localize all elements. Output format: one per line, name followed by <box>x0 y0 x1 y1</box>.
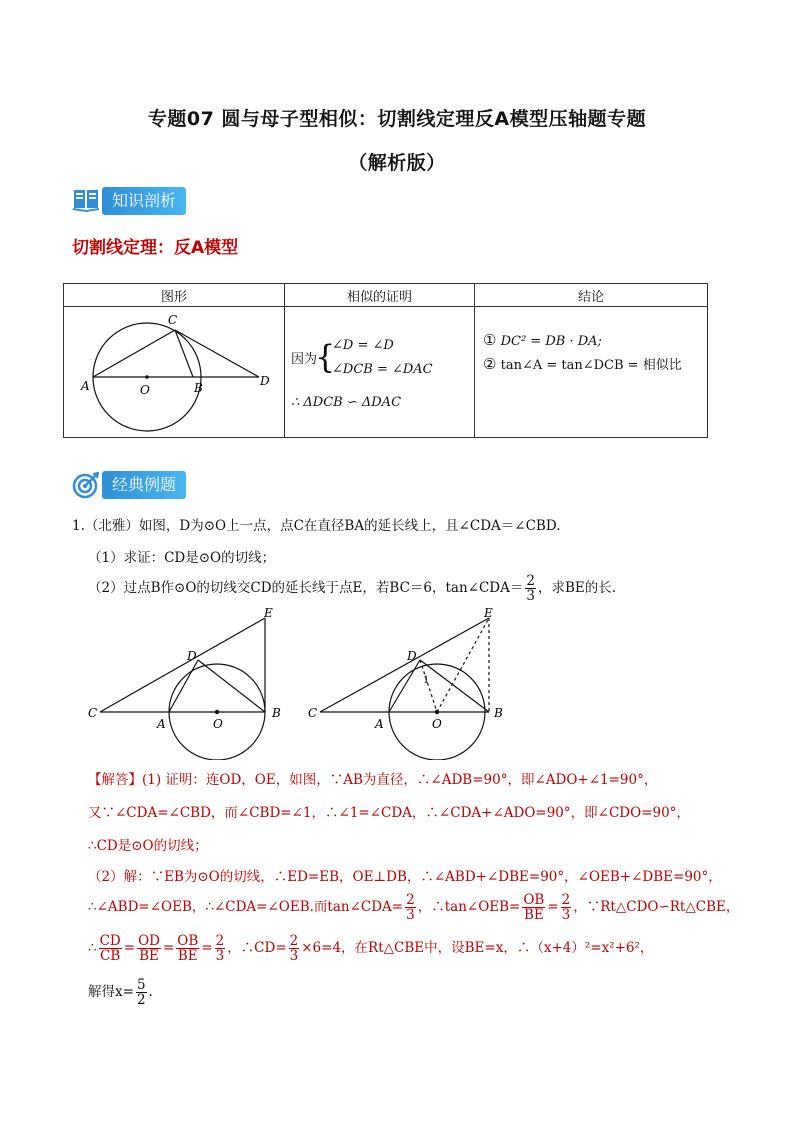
fig2-label-o: O <box>432 717 442 731</box>
fig2-label-e: E <box>484 608 493 620</box>
l6-f5-num: 2 <box>289 933 299 949</box>
label-o: O <box>140 383 150 397</box>
fig1-label-b: B <box>272 706 281 720</box>
solution-line-5 <box>88 893 739 922</box>
l5-text-a: ∴∠ABD=∠OEB，∴∠CDA=∠OEB.而tan∠CDA= <box>88 899 404 915</box>
label-b: B <box>194 381 203 395</box>
l5-f2-num: OB <box>523 892 545 908</box>
l7-num: 5 <box>136 977 146 993</box>
l5-f3-num: 2 <box>561 892 571 908</box>
model-table <box>63 283 708 438</box>
solution-text-1: (1) 证明：连OD，OE，如图，∵AB为直径，∴∠ADB=90°，即∠ADO+∠1=90°， <box>142 772 658 788</box>
target-icon <box>72 471 100 499</box>
fig2-label-c: C <box>308 706 318 720</box>
col-header-conclusion: 结论 <box>475 284 708 307</box>
l5-f1-den: 3 <box>406 907 415 923</box>
l6-f1-den: CB <box>100 948 121 964</box>
examples-badge: 经典例题 <box>102 471 186 499</box>
page-title: 专题07 圆与母子型相似：切割线定理反A模型压轴题专题 <box>147 108 647 130</box>
l5-fraction-2 <box>522 893 545 922</box>
label-c: C <box>168 313 178 327</box>
l6-fraction-1 <box>99 934 122 963</box>
solution-line-2: 又∵∠CDA=∠CBD，而∠CBD=∠1，∴∠1=∠CDA，∴∠CDA+∠ADO=90°，即∠CDO=90°， <box>88 805 690 821</box>
col-header-figure: 图形 <box>64 284 285 307</box>
col-header-proof: 相似的证明 <box>285 284 475 307</box>
l6-fraction-3 <box>176 934 199 963</box>
solution-line-4: （2）解：∵EB为⊙O的切线，∴ED=EB，OE⊥DB，∴∠ABD+∠DBE=90°，∠OEB+∠DBE=90°， <box>88 869 722 885</box>
solution-line-3: ∴CD是⊙O的切线； <box>88 838 208 854</box>
problem-part2 <box>88 574 616 603</box>
l6-f2-num: OD <box>138 933 160 949</box>
conclusion-2: tan∠A = tan∠DCB = 相似比 <box>500 358 682 373</box>
l6-fraction-5 <box>289 934 300 963</box>
conclusion-cell <box>475 307 708 438</box>
secant-figure <box>64 307 282 433</box>
solution-line-6: ∴ $\frac{CD}{CB}$ = $\frac{OD}{BE}$ = $\frac{OB}{BE}$ = $\frac{2}{3}$ ，∴CD= $\frac{2}{3}$ ×6=4，在Rt△CBE中，设BE=x，∴（x+4）²=x²+6²， <box>88 933 654 964</box>
condition-1: ∠D = ∠D <box>332 338 394 353</box>
l5-fraction-1 <box>405 893 416 922</box>
l5-text-b: ，∴tan∠OEB= <box>417 899 521 915</box>
problem-stem: 1.（北雅）如图，D为⊙O上一点，点C在直径BA的延长线上，且∠CDA＝∠CBD. <box>72 518 561 534</box>
label-d: D <box>260 374 270 388</box>
fig1-label-a: A <box>157 717 166 731</box>
brace-icon: { <box>315 338 336 376</box>
condition-2: ∠DCB = ∠DAC <box>332 362 433 377</box>
because-label: 因为 <box>291 352 318 367</box>
figure-cell <box>64 307 285 438</box>
conclusion-num-2: ② <box>483 355 497 373</box>
l6-text-c: ×6=4，在Rt△CBE中，设BE=x，∴（x+4）²=x²+6²， <box>301 940 654 956</box>
l5-text-c: = <box>547 899 559 915</box>
solution-line-1 <box>88 768 657 788</box>
proof-cell <box>285 307 475 438</box>
fig2-label-angle1: 1 <box>423 675 430 686</box>
l6-f4-den: 3 <box>215 948 225 964</box>
l7-text-b: . <box>148 984 153 1000</box>
l7-text-a: 解得x= <box>88 984 134 1000</box>
fig1-label-o: O <box>213 717 223 731</box>
part2-text-b: ，求BE的长. <box>537 580 617 596</box>
fig1-label-e: E <box>264 608 273 620</box>
l6-text-b: ，∴CD= <box>227 940 287 956</box>
conclusion-1: DC² = DB · DA; <box>500 334 602 349</box>
proof-therefore: ∴ ΔDCB ∽ ΔDAC <box>291 395 402 410</box>
l6-text-a: ∴ <box>88 940 97 956</box>
l6-f3-den: BE <box>177 948 198 964</box>
l6-f3-num: OB <box>177 933 199 949</box>
problem-figure-1 <box>86 608 296 760</box>
l6-fraction-4 <box>215 934 226 963</box>
l7-fraction <box>136 978 147 1007</box>
l5-f3-den: 3 <box>561 907 571 923</box>
l5-f1-num: 2 <box>406 892 415 908</box>
l5-fraction-3 <box>561 893 572 922</box>
fraction-num: 2 <box>526 573 535 589</box>
solution-line-7 <box>88 978 153 1007</box>
label-a: A <box>81 379 90 393</box>
fig1-label-d: D <box>187 649 197 663</box>
l6-f2-den: BE <box>139 948 159 964</box>
l5-f2-den: BE <box>523 907 544 923</box>
conclusion-num-1: ① <box>483 331 497 349</box>
fraction-den: 3 <box>526 588 535 604</box>
l6-f1-num: CD <box>99 933 121 949</box>
fig1-label-c: C <box>88 706 98 720</box>
part2-text-a: （2）过点B作⊙O的切线交CD的延长线于点E，若BC＝6，tan∠CDA＝ <box>88 580 524 596</box>
l6-f5-den: 3 <box>289 948 299 964</box>
fig2-label-a: A <box>375 717 384 731</box>
book-icon <box>72 186 100 214</box>
knowledge-badge: 知识剖析 <box>102 187 186 215</box>
problem-part1: （1）求证：CD是⊙O的切线； <box>88 550 276 566</box>
fraction <box>525 574 536 603</box>
l7-den: 2 <box>136 992 146 1008</box>
fig2-label-b: B <box>494 706 503 720</box>
fig2-label-d: D <box>407 649 417 663</box>
problem-figure-2 <box>306 608 516 760</box>
l6-fraction-2 <box>137 934 161 963</box>
l5-text-d: ，∵Rt△CDO∽Rt△CBE， <box>573 899 740 915</box>
page-subtitle: （解析版） <box>348 152 446 174</box>
l6-f4-num: 2 <box>215 933 225 949</box>
solution-tag: 【解答】 <box>88 772 142 788</box>
section-heading: 切割线定理：反A模型 <box>72 238 239 258</box>
